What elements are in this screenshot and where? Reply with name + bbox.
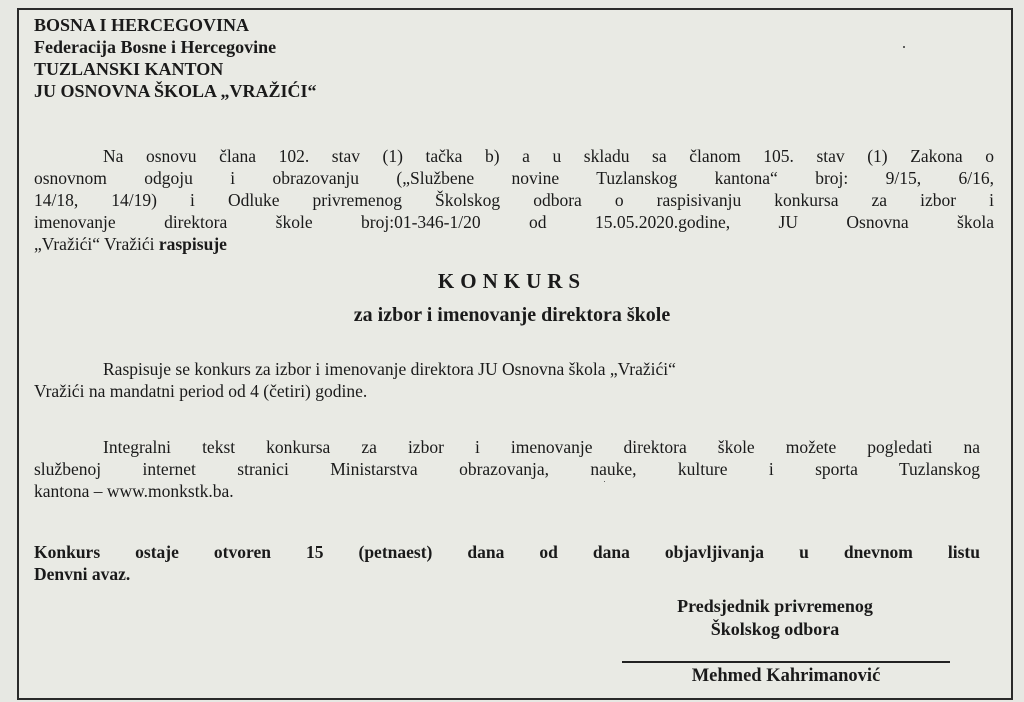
intro-paragraph [34,145,994,255]
notice-subtitle: za izbor i imenovanje direktora škole [353,304,671,326]
intro-line-4: imenovanje direktora škole broj:01-346-1/20 od 15.05.2020.godine, JU Osnovna škola [34,212,994,232]
integral-line-3: kantona – www.monkstk.ba. [34,481,234,501]
deadline-line-2: Denvni avaz. [34,564,131,584]
paper-speck [604,481,605,482]
intro-raspisuje: raspisuje [158,234,227,254]
header-canton: TUZLANSKI KANTON [34,59,224,79]
intro-line-5: „Vražići“ Vražići [34,234,159,254]
signature-role-1: Predsjednik privremenog [677,596,873,616]
integral-line-2: službenoj internet stranici Ministarstva obrazovanja, nauke, kulture i sporta Tuzlanskog [34,459,980,479]
announcement-line-2: Vražići na mandatni period od 4 (četiri) godine. [34,381,368,401]
document-header [34,14,317,102]
intro-line-2: osnovnom odgoju i obrazovanju („Službene novine Tuzlanskog kantona“ broj: 9/15, 6/16, [34,168,994,188]
header-federation: Federacija Bosne i Hercegovine [34,37,277,57]
announcement-paragraph [34,358,994,402]
paper-speck [903,46,905,48]
integral-text-paragraph [34,436,980,502]
signatory-name: Mehmed Kahrimanović [691,666,881,686]
notice-title: KONKURS [437,269,587,293]
header-country: BOSNA I HERCEGOVINA [34,15,250,35]
header-school: JU OSNOVNA ŠKOLA „VRAŽIĆI“ [34,81,317,101]
deadline-line-1: Konkurs ostaje otvoren 15 (petnaest) dana od dana objavljivanja u dnevnom listu [34,542,980,562]
signature-role-2: Školskog odbora [710,619,840,639]
signature-line [622,661,950,663]
announcement-line-1: Raspisuje se konkurs za izbor i imenovanje direktora JU Osnovna škola „Vražići“ [103,359,676,379]
intro-line-1: Na osnovu člana 102. stav (1) tačka b) a u skladu sa članom 105. stav (1) Zakona o [103,146,994,166]
deadline-paragraph [34,541,980,585]
intro-line-3: 14/18, 14/19) i Odluke privremenog Školskog odbora o raspisivanju konkursa za izbor i [34,190,994,210]
integral-line-1: Integralni tekst konkursa za izbor i imenovanje direktora škole možete pogledati na [103,437,980,457]
